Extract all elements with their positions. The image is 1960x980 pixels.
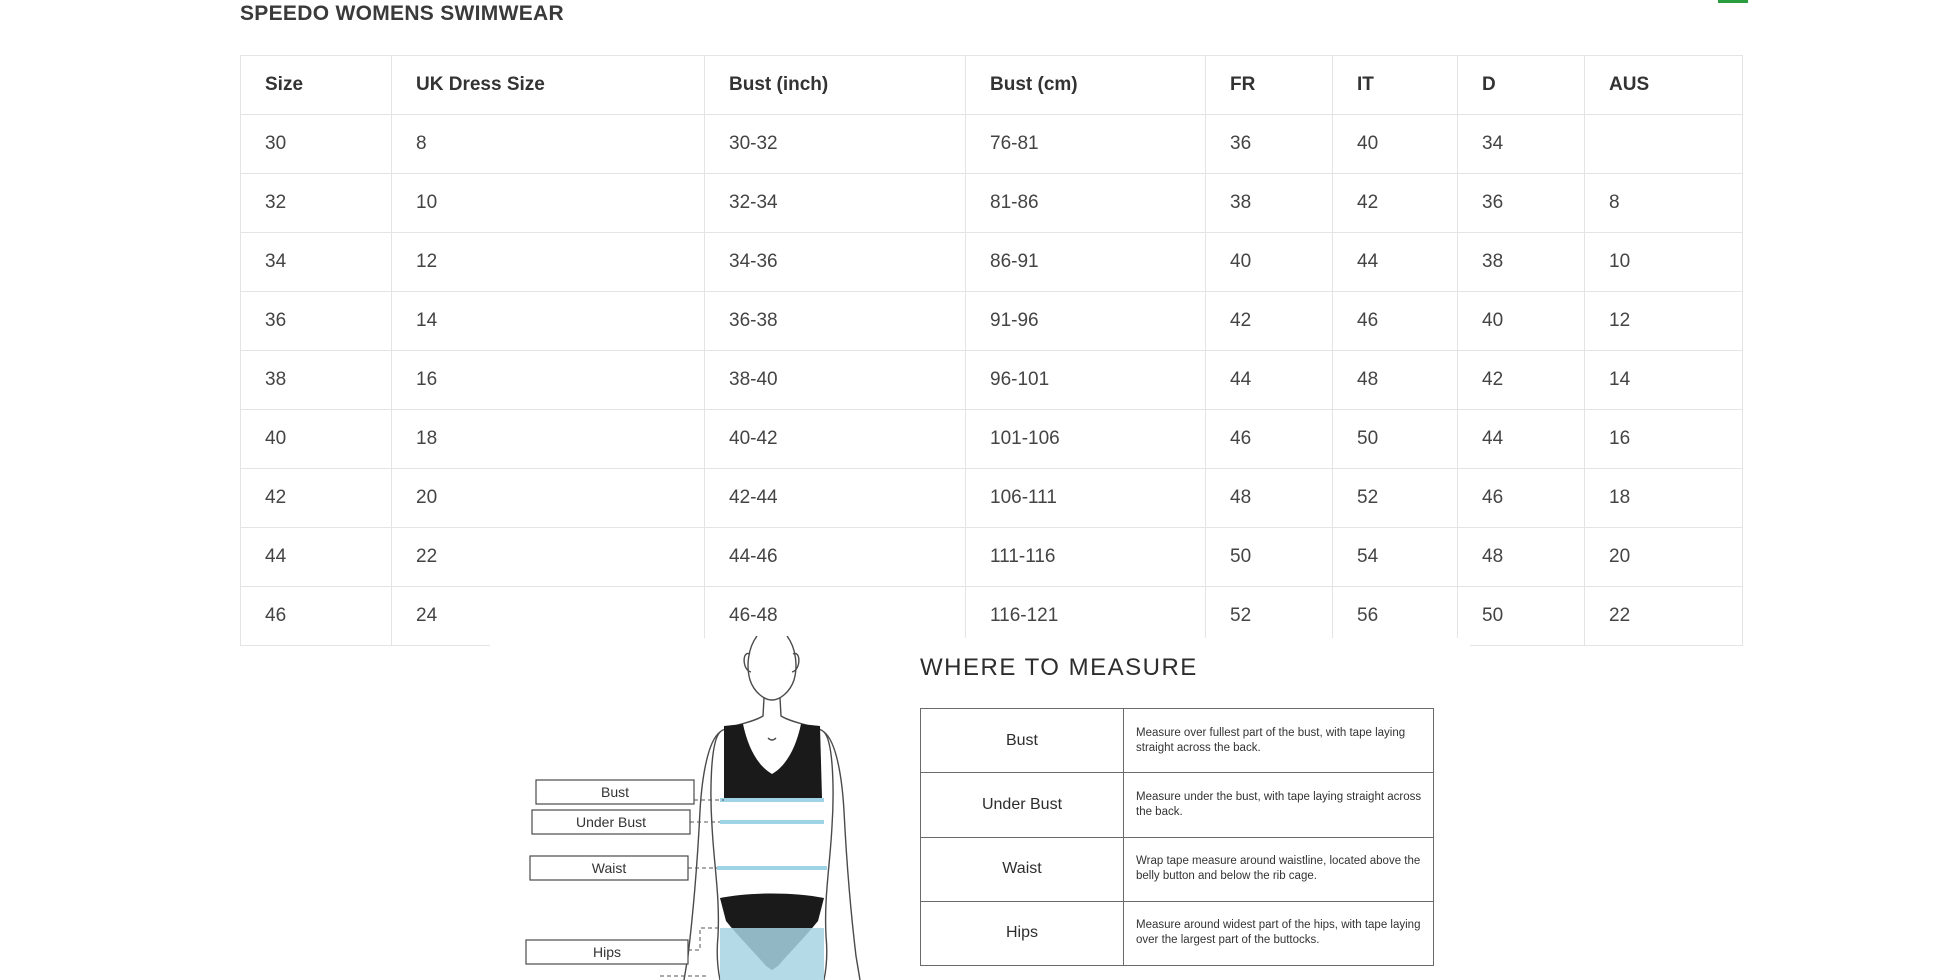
table-cell: 42	[1333, 174, 1458, 233]
table-cell: 52	[1206, 587, 1333, 646]
table-cell: 40	[1333, 115, 1458, 174]
measure-description: Measure under the bust, with tape laying straight across the back.	[1124, 773, 1434, 837]
table-cell: 50	[1458, 587, 1585, 646]
table-cell: 48	[1333, 351, 1458, 410]
table-cell: 32-34	[705, 174, 966, 233]
table-cell: 30-32	[705, 115, 966, 174]
table-cell: 50	[1206, 528, 1333, 587]
table-cell: 22	[1585, 587, 1743, 646]
header-aus: AUS	[1585, 56, 1743, 115]
table-cell: 56	[1333, 587, 1458, 646]
table-cell: 52	[1333, 469, 1458, 528]
table-cell: 30	[241, 115, 392, 174]
table-header-row	[241, 56, 1743, 115]
table-cell: 34	[1458, 115, 1585, 174]
measure-row-hips	[921, 901, 1434, 965]
measure-row-under-bust	[921, 773, 1434, 837]
header-bust-cm: Bust (cm)	[966, 56, 1206, 115]
table-cell: 42	[1206, 292, 1333, 351]
table-cell: 16	[1585, 410, 1743, 469]
table-cell: 46	[241, 587, 392, 646]
table-cell: 46-48	[705, 587, 966, 646]
table-row	[241, 233, 1743, 292]
table-row	[241, 174, 1743, 233]
table-cell: 116-121	[966, 587, 1206, 646]
table-cell: 14	[392, 292, 705, 351]
table-row	[241, 528, 1743, 587]
table-cell: 24	[392, 587, 705, 646]
size-chart-table	[240, 55, 1743, 646]
measure-row-bust	[921, 709, 1434, 773]
table-cell: 111-116	[966, 528, 1206, 587]
table-cell: 101-106	[966, 410, 1206, 469]
table-cell: 44	[1333, 233, 1458, 292]
table-cell: 46	[1206, 410, 1333, 469]
table-cell: 38	[241, 351, 392, 410]
table-cell: 14	[1585, 351, 1743, 410]
hips-measure-band	[720, 928, 824, 980]
measure-name: Waist	[921, 837, 1124, 901]
table-cell: 32	[241, 174, 392, 233]
table-cell: 40	[1458, 292, 1585, 351]
table-cell: 8	[1585, 174, 1743, 233]
where-to-measure-table	[920, 708, 1434, 966]
table-cell: 36-38	[705, 292, 966, 351]
table-cell: 46	[1333, 292, 1458, 351]
table-cell	[1585, 115, 1743, 174]
table-cell: 44-46	[705, 528, 966, 587]
table-cell: 81-86	[966, 174, 1206, 233]
table-cell: 38	[1206, 174, 1333, 233]
table-cell: 42	[1458, 351, 1585, 410]
table-cell: 48	[1206, 469, 1333, 528]
body-measure-figure	[520, 636, 910, 980]
table-row	[241, 410, 1743, 469]
under-bust-label: Under Bust	[575, 814, 647, 830]
table-row	[241, 351, 1743, 410]
table-cell: 10	[1585, 233, 1743, 292]
table-cell: 38-40	[705, 351, 966, 410]
table-cell: 34	[241, 233, 392, 292]
header-uk-dress-size: UK Dress Size	[392, 56, 705, 115]
table-row	[241, 292, 1743, 351]
measure-description: Wrap tape measure around waistline, located above the belly button and below the rib cage.	[1124, 837, 1434, 901]
table-cell: 40	[241, 410, 392, 469]
table-cell: 44	[1458, 410, 1585, 469]
table-cell: 8	[392, 115, 705, 174]
table-cell: 22	[392, 528, 705, 587]
table-row	[241, 115, 1743, 174]
table-cell: 44	[241, 528, 392, 587]
table-cell: 44	[1206, 351, 1333, 410]
table-cell: 46	[1458, 469, 1585, 528]
measure-name: Hips	[921, 901, 1124, 965]
table-row	[241, 469, 1743, 528]
bust-label: Bust	[600, 784, 630, 800]
waist-label: Waist	[591, 860, 627, 876]
table-cell: 54	[1333, 528, 1458, 587]
where-to-measure-title: WHERE TO MEASURE	[920, 654, 1198, 681]
size-table-body	[241, 115, 1743, 646]
header-bust-inch: Bust (inch)	[705, 56, 966, 115]
measure-name: Under Bust	[921, 773, 1124, 837]
table-cell: 20	[392, 469, 705, 528]
table-cell: 86-91	[966, 233, 1206, 292]
table-cell: 106-111	[966, 469, 1206, 528]
table-cell: 48	[1458, 528, 1585, 587]
measure-name: Bust	[921, 709, 1124, 773]
table-cell: 91-96	[966, 292, 1206, 351]
hips-label: Hips	[592, 944, 622, 960]
table-cell: 42	[241, 469, 392, 528]
table-cell: 20	[1585, 528, 1743, 587]
table-cell: 36	[1458, 174, 1585, 233]
corner-accent	[1718, 0, 1748, 3]
table-cell: 40	[1206, 233, 1333, 292]
table-cell: 76-81	[966, 115, 1206, 174]
measure-description: Measure around widest part of the hips, with tape laying over the largest part of the buttocks.	[1124, 901, 1434, 965]
header-it: IT	[1333, 56, 1458, 115]
table-cell: 38	[1458, 233, 1585, 292]
header-fr: FR	[1206, 56, 1333, 115]
bikini-top	[724, 724, 822, 798]
table-cell: 42-44	[705, 469, 966, 528]
table-cell: 18	[1585, 469, 1743, 528]
header-d: D	[1458, 56, 1585, 115]
table-cell: 18	[392, 410, 705, 469]
page-title: SPEEDO WOMENS SWIMWEAR	[240, 2, 564, 25]
table-cell: 10	[392, 174, 705, 233]
measure-row-waist	[921, 837, 1434, 901]
table-cell: 36	[1206, 115, 1333, 174]
table-cell: 96-101	[966, 351, 1206, 410]
table-cell: 40-42	[705, 410, 966, 469]
table-cell: 16	[392, 351, 705, 410]
table-row	[241, 587, 1743, 646]
table-cell: 36	[241, 292, 392, 351]
table-cell: 34-36	[705, 233, 966, 292]
measure-description: Measure over fullest part of the bust, with tape laying straight across the back.	[1124, 709, 1434, 773]
table-cell: 12	[392, 233, 705, 292]
table-cell: 12	[1585, 292, 1743, 351]
measure-lines	[717, 800, 827, 868]
header-size: Size	[241, 56, 392, 115]
table-cell: 50	[1333, 410, 1458, 469]
